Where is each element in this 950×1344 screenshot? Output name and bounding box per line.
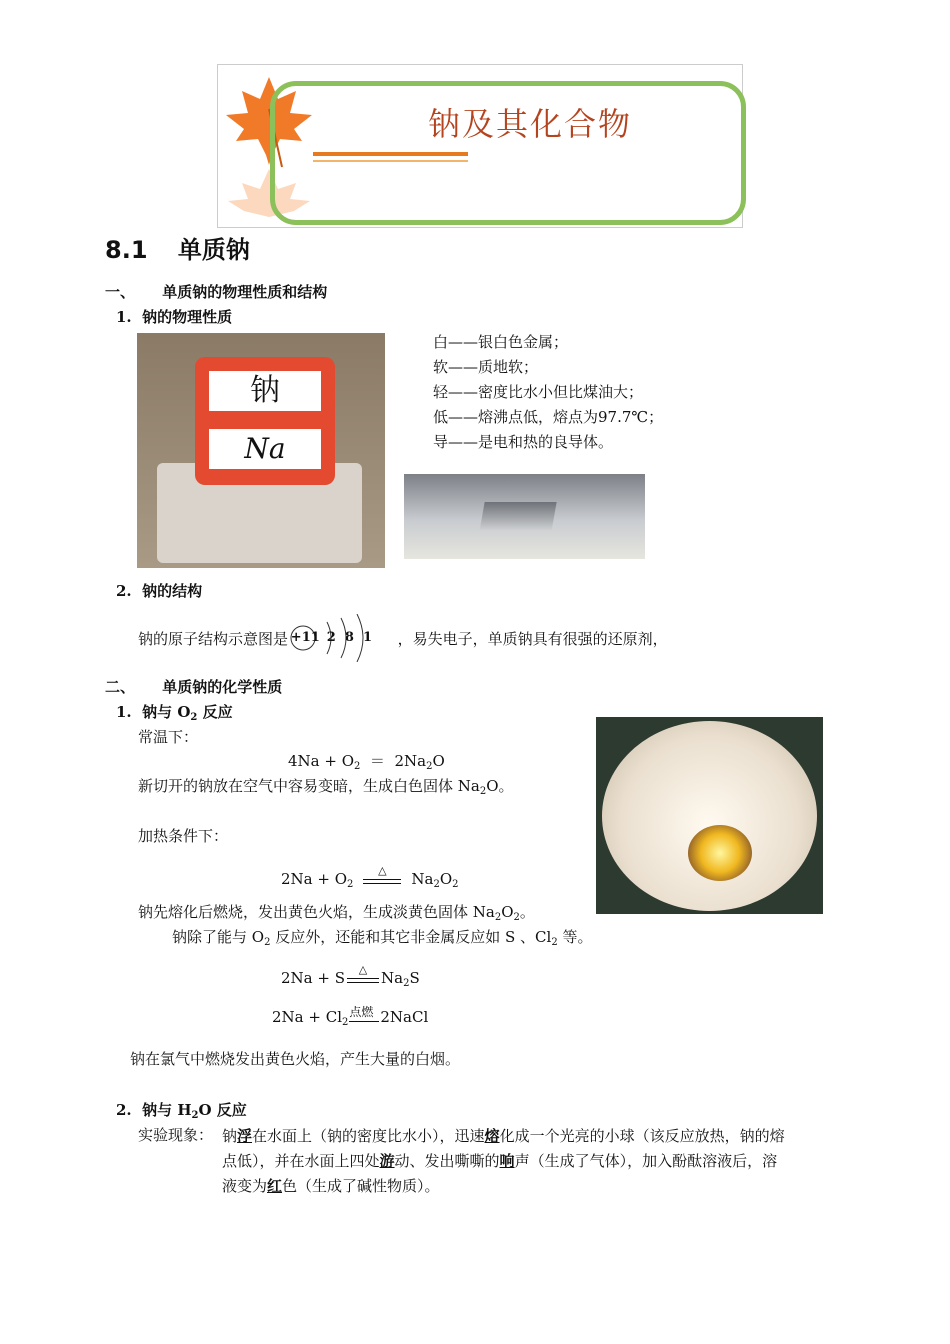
exp-t4: 点低），并在水面上四处 <box>222 1152 380 1170</box>
peroxide-note-b: O <box>501 903 514 921</box>
jar-label <box>195 357 335 485</box>
keyword-red: 红 <box>267 1177 283 1195</box>
sub-heading-oxygen-a: 1. 钠与 O <box>116 703 191 721</box>
experiment-line-1 <box>222 1124 852 1149</box>
normal-temp-label: 常温下： <box>138 728 199 746</box>
eq3-arrow <box>347 963 379 983</box>
keyword-sound: 响 <box>499 1152 515 1170</box>
exp-t3: 化成一个光亮的小球（该反应放热，钠的熔 <box>499 1127 785 1145</box>
keyword-melt: 熔 <box>484 1127 500 1145</box>
atom-shell-counts: 2 8 1 <box>326 630 373 645</box>
eq3-s: 2 <box>403 978 410 989</box>
property-item: 低——熔沸点低，熔点为97.7℃； <box>433 408 664 426</box>
equation-1 <box>288 750 445 772</box>
sub-heading-water-b: O 反应 <box>198 1101 247 1119</box>
eq4-b: 2NaCl <box>380 1008 429 1026</box>
part2-heading <box>105 676 282 697</box>
sodium-block <box>479 502 556 532</box>
nonmetal-note-a: 钠除了能与 O <box>172 928 265 946</box>
sub-heading-structure: 2. 钠的结构 <box>116 582 203 600</box>
eq4-arrow <box>349 1005 379 1022</box>
banner-rule-thin <box>313 160 468 162</box>
experiment-line-2 <box>222 1149 852 1174</box>
nonmetal-note-c: 等。 <box>557 928 593 946</box>
structure-text-before: 钠的原子结构示意图是 <box>138 630 289 648</box>
atomic-structure-line <box>138 628 668 650</box>
nonmetal-note-s2: 2 <box>551 937 558 948</box>
oxide-note <box>138 775 514 797</box>
eq2-heat-mark: △ <box>378 864 387 877</box>
atom-nucleus-label: +11 <box>290 630 320 645</box>
eq3-heat-mark: △ <box>358 963 368 976</box>
sodium-burning-photo <box>596 717 823 914</box>
title-banner <box>217 64 743 228</box>
peroxide-note-s1: 2 <box>494 912 502 923</box>
part2-heading-number: 二、 <box>105 678 136 696</box>
eq2-arrow <box>363 864 401 884</box>
sub-heading-oxygen-sub: 2 <box>190 712 198 723</box>
oxide-note-b: O。 <box>486 777 514 795</box>
eq4-s: 2 <box>342 1017 349 1028</box>
peroxide-note-a: 钠先熔化后燃烧，发出黄色火焰，生成淡黄色固体 Na <box>138 903 495 921</box>
property-item: 白——银白色金属； <box>433 333 569 351</box>
equation-2 <box>281 864 459 890</box>
eq1-c: O <box>432 752 445 770</box>
atom-diagram <box>290 630 393 650</box>
peroxide-note-c: 。 <box>519 903 535 921</box>
exp-t6: 声（生成了气体），加入酚酞溶液后，溶 <box>514 1152 778 1170</box>
sub-heading-oxygen <box>116 701 233 723</box>
keyword-move: 游 <box>379 1152 395 1170</box>
eq2-c: O <box>439 870 453 888</box>
sub-heading-water <box>116 1099 247 1121</box>
property-item: 软——质地软； <box>433 358 539 376</box>
jar-label-symbol: Na <box>209 429 321 469</box>
exp-t5: 动、发出嘶嘶的 <box>394 1152 500 1170</box>
eq3-c: S <box>409 969 420 987</box>
eq2-b: Na <box>411 870 434 888</box>
property-item: 导——是电和热的良导体。 <box>433 433 614 451</box>
sub-heading-physical: 1. 钠的物理性质 <box>116 308 233 326</box>
property-item: 轻——密度比水小但比煤油大； <box>433 383 644 401</box>
eq2-s2: 2 <box>433 879 440 890</box>
eq1-b: ＝ 2Na <box>360 752 427 770</box>
nonmetal-note <box>172 926 592 948</box>
crucible <box>602 721 817 911</box>
yellow-flame <box>688 825 752 881</box>
eq2-s3: 2 <box>452 879 459 890</box>
keyword-float: 浮 <box>237 1127 253 1145</box>
eq1-s2: 2 <box>426 761 433 772</box>
eq1-s1: 2 <box>354 761 361 772</box>
section-number: 8.1 <box>105 236 148 264</box>
nonmetal-note-s1: 2 <box>264 937 271 948</box>
exp-t2: 在水面上（钠的密度比水小），迅速 <box>252 1127 485 1145</box>
nonmetal-note-b: 反应外，还能和其它非金属反应如 S 、Cl <box>270 928 552 946</box>
part1-heading-number: 一、 <box>105 283 136 301</box>
structure-text-after: ，易失电子，单质钠具有很强的还原剂， <box>397 630 668 648</box>
exp-t8: 色（生成了碱性物质）。 <box>282 1177 440 1195</box>
eq4-ignite-mark: 点燃 <box>349 1005 374 1019</box>
section-title: 单质钠 <box>177 236 250 264</box>
part1-heading-text: 单质钠的物理性质和结构 <box>162 283 328 301</box>
banner-rule <box>313 152 468 156</box>
peroxide-note-s2: 2 <box>513 912 520 923</box>
eq3-b: Na <box>381 969 404 987</box>
section-heading <box>105 230 250 265</box>
eq2-s1: 2 <box>347 879 354 890</box>
sodium-block-photo <box>404 474 645 559</box>
part1-heading <box>105 281 327 302</box>
equation-4 <box>272 1005 429 1028</box>
peroxide-note <box>138 901 535 923</box>
experiment-text <box>222 1124 852 1199</box>
oxide-note-a: 新切开的钠放在空气中容易变暗，生成白色固体 Na <box>138 777 480 795</box>
equation-3 <box>281 963 420 989</box>
jar-label-chinese: 钠 <box>209 371 321 411</box>
experiment-line-3 <box>222 1174 852 1199</box>
property-list <box>433 330 663 455</box>
sodium-jar-photo <box>137 333 385 568</box>
experiment-label: 实验现象： <box>138 1126 214 1144</box>
sub-heading-water-a: 2. 钠与 H <box>116 1101 192 1119</box>
oxide-note-s: 2 <box>479 786 487 797</box>
document-title: 钠及其化合物 <box>428 105 633 143</box>
eq4-a: 2Na + Cl <box>272 1008 342 1026</box>
chlorine-note: 钠在氯气中燃烧发出黄色火焰，产生大量的白烟。 <box>130 1050 461 1068</box>
heating-label: 加热条件下： <box>138 827 229 845</box>
eq3-a: 2Na + S <box>281 969 345 987</box>
eq1-a: 4Na + O <box>288 752 355 770</box>
exp-t1: 钠 <box>222 1127 238 1145</box>
sub-heading-oxygen-b: 反应 <box>197 703 233 721</box>
exp-t7: 液变为 <box>222 1177 268 1195</box>
part2-heading-text: 单质钠的化学性质 <box>162 678 283 696</box>
sub-heading-water-sub: 2 <box>191 1110 199 1121</box>
eq2-a: 2Na + O <box>281 870 348 888</box>
